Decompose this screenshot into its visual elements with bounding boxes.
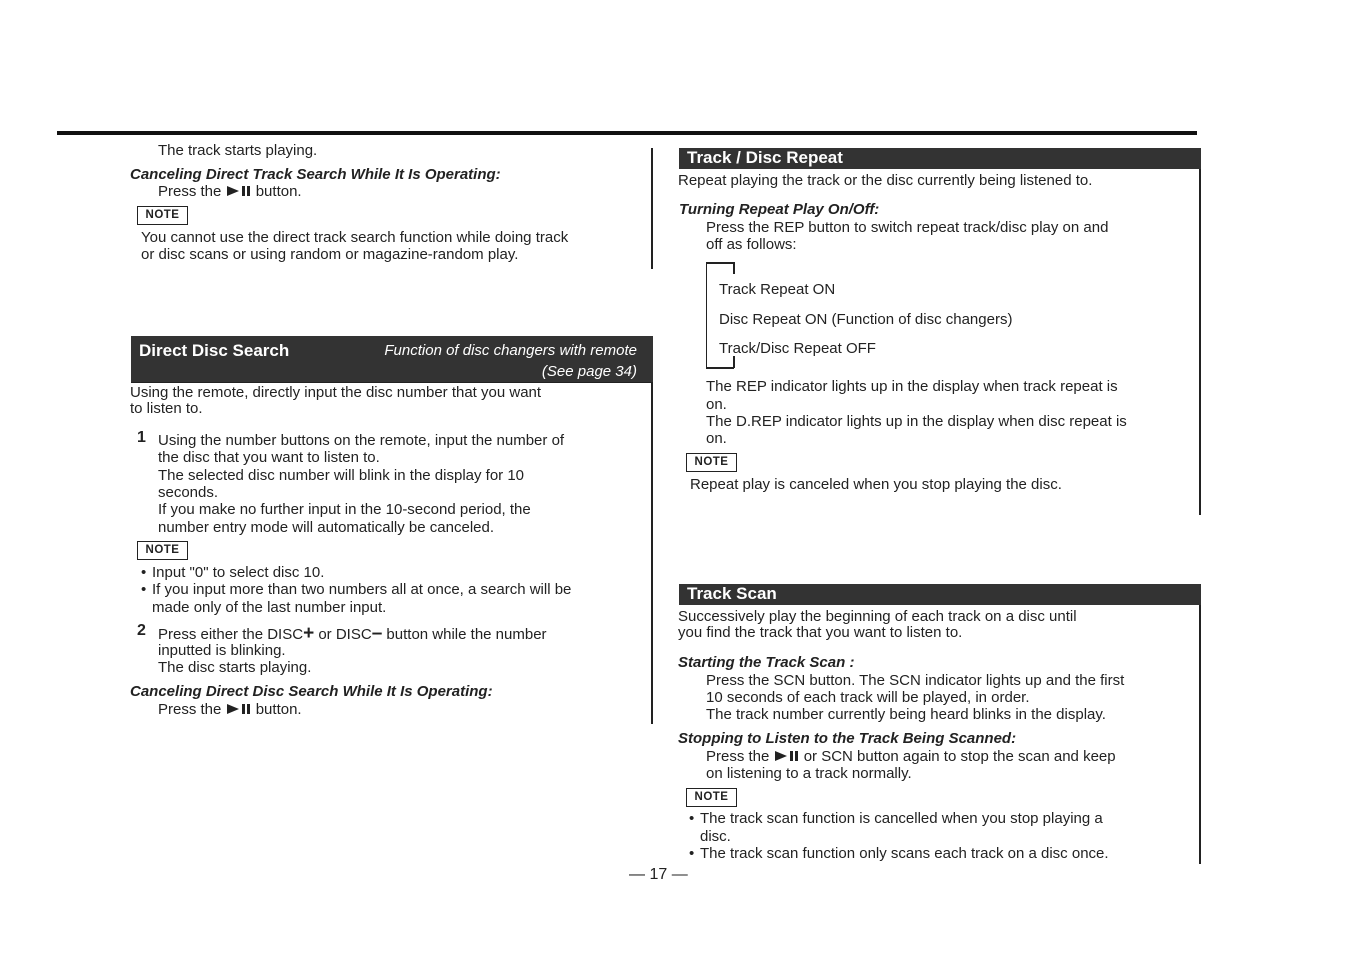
note-item: made only of the last number input. xyxy=(152,599,387,616)
note-badge: NOTE xyxy=(686,788,737,807)
step1-line: Using the number buttons on the remote, input the number of xyxy=(158,432,565,449)
scan-start-heading: Starting the Track Scan : xyxy=(678,654,855,671)
cycle-bracket-top xyxy=(706,262,734,264)
step-number-1: 1 xyxy=(137,429,146,446)
cancel-disc-heading: Canceling Direct Disc Search While It Is Operating: xyxy=(130,683,493,700)
step2-line2: inputted is blinking. xyxy=(158,642,286,659)
scan-stop-line2: on listening to a track normally. xyxy=(706,765,912,782)
cycle-bracket-bottom xyxy=(706,367,734,369)
scan-start-line: The track number currently being heard blinks in the display. xyxy=(706,706,1106,723)
cancel-track-heading: Canceling Direct Track Search While It Is Operating: xyxy=(130,166,501,183)
note-item: The track scan function is cancelled when you stop playing a xyxy=(700,810,1103,827)
play-pause-icon xyxy=(226,184,252,201)
cycle-bracket xyxy=(706,262,707,368)
step-number-2: 2 xyxy=(137,622,146,639)
column-divider-top-left xyxy=(651,148,653,269)
section-description-line1: Using the remote, directly input the disc number that you want xyxy=(130,384,542,401)
note-badge: NOTE xyxy=(137,206,188,225)
cancel-track-instruction: Press the button. xyxy=(158,183,302,200)
scan-description-line1: Successively play the beginning of each track on a disc until xyxy=(678,608,1077,625)
cancel-disc-instruction: Press the button. xyxy=(158,701,302,718)
note-bullet: • xyxy=(689,810,695,827)
disc-minus-symbol: – xyxy=(371,623,383,644)
step2-line1: Press either the DISC+ or DISC– button while the number xyxy=(158,623,547,644)
section-title: Track Scan xyxy=(687,584,777,603)
intro-line: The track starts playing. xyxy=(158,142,318,159)
note-bullet: • xyxy=(689,845,695,862)
section-description-line2: to listen to. xyxy=(130,400,203,417)
section-title: Track / Disc Repeat xyxy=(687,148,843,167)
top-rule xyxy=(57,131,1197,135)
direct-disc-search-header xyxy=(131,336,653,382)
column-divider-bottom-left xyxy=(651,382,653,724)
cycle-bracket-bottom-tick xyxy=(733,356,735,368)
step1-line: seconds. xyxy=(158,484,219,501)
cycle-item: Track Repeat ON xyxy=(719,281,836,298)
repeat-heading: Turning Repeat Play On/Off: xyxy=(679,201,880,218)
scan-start-line: 10 seconds of each track will be played, in order. xyxy=(706,689,1030,706)
play-pause-icon xyxy=(226,702,252,719)
note-item: If you input more than two numbers all at once, a search will be xyxy=(152,581,572,598)
header-underline xyxy=(131,382,653,383)
note-item: The track scan function only scans each track on a disc once. xyxy=(700,845,1109,862)
note-bullet: • xyxy=(141,564,147,581)
scan-stop-heading: Stopping to Listen to the Track Being Scanned: xyxy=(678,730,1017,747)
note-badge: NOTE xyxy=(686,453,737,472)
note-bullet: • xyxy=(141,581,147,598)
cycle-item: Disc Repeat ON (Function of disc changers) xyxy=(719,311,1013,328)
indicator-line: The REP indicator lights up in the display when track repeat is xyxy=(706,378,1118,395)
play-pause-icon xyxy=(774,749,800,766)
cycle-item: Track/Disc Repeat OFF xyxy=(719,340,876,357)
column-divider-top-right xyxy=(1199,167,1201,515)
note-item: Input "0" to select disc 10. xyxy=(152,564,325,581)
section-subtitle-line2: (See page 34) xyxy=(541,363,637,380)
track-disc-repeat-header xyxy=(679,148,1201,169)
scan-start-line: Press the SCN button. The SCN indicator lights up and the first xyxy=(706,672,1125,689)
repeat-note: Repeat play is canceled when you stop playing the disc. xyxy=(690,476,1062,493)
page-number: — 17 — xyxy=(629,866,688,883)
step1-line: the disc that you want to listen to. xyxy=(158,449,380,466)
cycle-bracket-top-tick xyxy=(733,262,735,274)
track-scan-header xyxy=(679,584,1201,605)
note-text-line1: You cannot use the direct track search function while doing track xyxy=(141,229,569,246)
scan-description-line2: you find the track that you want to listen to. xyxy=(678,624,963,641)
column-divider-bottom-right xyxy=(1199,604,1201,864)
step1-line: The selected disc number will blink in the display for 10 xyxy=(158,467,525,484)
note-text-line2: or disc scans or using random or magazine-random play. xyxy=(141,246,519,263)
scan-stop-line1: Press the or SCN button again to stop the scan and keep xyxy=(706,748,1116,765)
disc-plus-symbol: + xyxy=(303,623,315,644)
repeat-line2: off as follows: xyxy=(706,236,797,253)
step1-line: number entry mode will automatically be canceled. xyxy=(158,519,494,536)
note-item: disc. xyxy=(700,828,731,845)
section-title: Direct Disc Search xyxy=(139,341,290,360)
step1-line: If you make no further input in the 10-second period, the xyxy=(158,501,531,518)
repeat-description: Repeat playing the track or the disc currently being listened to. xyxy=(678,172,1093,189)
section-subtitle-line1: Function of disc changers with remote xyxy=(384,342,637,359)
note-badge: NOTE xyxy=(137,541,188,560)
repeat-line1: Press the REP button to switch repeat track/disc play on and xyxy=(706,219,1109,236)
step2-line3: The disc starts playing. xyxy=(158,659,312,676)
indicator-line: on. xyxy=(706,396,727,413)
indicator-line: on. xyxy=(706,430,727,447)
indicator-line: The D.REP indicator lights up in the display when disc repeat is xyxy=(706,413,1127,430)
